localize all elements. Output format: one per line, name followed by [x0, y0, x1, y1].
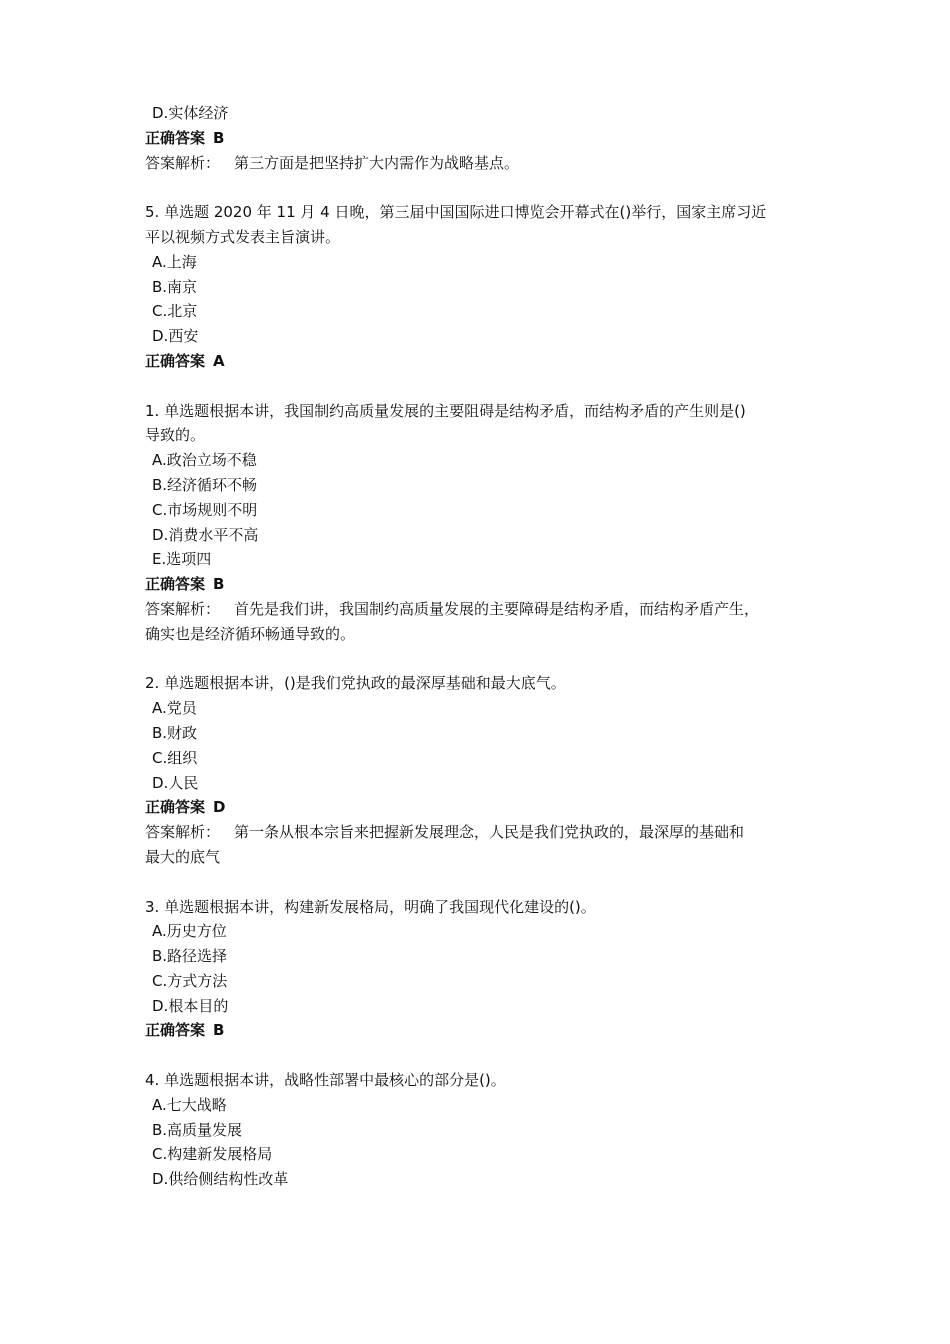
explanation-label: 答案解析：	[145, 153, 221, 172]
answer-value: B	[213, 575, 225, 594]
option: A.政治立场不稳	[152, 451, 257, 470]
question-stem-line: 4. 单选题根据本讲，战略性部署中最核心的部分是()。	[145, 1071, 506, 1090]
answer-explanation	[145, 597, 815, 647]
answer-label: 正确答案	[145, 575, 206, 594]
explanation-text: 确实也是经济循环畅通导致的。	[145, 624, 356, 643]
option: B.路径选择	[152, 947, 228, 966]
option: D.根本目的	[152, 996, 229, 1015]
option: A.党员	[152, 699, 197, 718]
answer-value: B	[213, 1021, 225, 1040]
spacer	[145, 1043, 815, 1068]
explanation-label: 答案解析：	[145, 823, 221, 842]
correct-answer	[145, 795, 815, 820]
document-page	[145, 101, 815, 1192]
question-stem-line: 2. 单选题根据本讲，()是我们党执政的最深厚基础和最大底气。	[145, 674, 566, 693]
option: C.北京	[152, 302, 198, 321]
question-block	[145, 895, 815, 1044]
correct-answer	[145, 126, 815, 151]
answer-label: 正确答案	[145, 1021, 206, 1040]
option: A.七大战略	[152, 1095, 227, 1114]
answer-explanation	[145, 151, 815, 176]
question-stem-line: 平以视频方式发表主旨演讲。	[145, 227, 341, 246]
option: D.消费水平不高	[152, 525, 259, 544]
correct-answer	[145, 349, 815, 374]
question-block	[145, 399, 815, 647]
spacer	[145, 175, 815, 200]
option: B.高质量发展	[152, 1120, 243, 1139]
option: B.南京	[152, 277, 198, 296]
spacer	[145, 870, 815, 895]
spacer	[145, 647, 815, 672]
explanation-text: 首先是我们讲，我国制约高质量发展的主要障碍是结构矛盾，而结构矛盾产生，	[234, 599, 760, 618]
option: D.西安	[152, 327, 199, 346]
question-stem-line: 1. 单选题根据本讲，我国制约高质量发展的主要阻碍是结构矛盾，而结构矛盾的产生则是()	[145, 401, 746, 420]
question-stem	[145, 200, 815, 250]
question-block	[145, 671, 815, 869]
question-list	[145, 175, 815, 1192]
answer-value: B	[213, 128, 225, 147]
option: A.上海	[152, 252, 197, 271]
option: E.选项四	[152, 550, 212, 569]
explanation-line	[145, 845, 815, 870]
option: B.财政	[152, 723, 198, 742]
answer-label: 正确答案	[145, 798, 206, 817]
explanation-line	[145, 597, 815, 622]
question-stem	[145, 895, 815, 920]
option: D.人民	[152, 773, 199, 792]
option: C.构建新发展格局	[152, 1145, 273, 1164]
answer-value: D	[213, 798, 226, 817]
option: C.方式方法	[152, 971, 228, 990]
answer-label: 正确答案	[145, 351, 206, 370]
explanation-line	[145, 820, 815, 845]
explanation-text: 第三方面是把坚持扩大内需作为战略基点。	[234, 153, 520, 172]
correct-answer	[145, 1018, 815, 1043]
option: A.历史方位	[152, 922, 227, 941]
question-stem-line: 5. 单选题 2020 年 11 月 4 日晚，第三届中国国际进口博览会开幕式在()举行，国家主席习近	[145, 203, 767, 222]
correct-answer	[145, 572, 815, 597]
question-stem-line: 导致的。	[145, 426, 206, 445]
answer-label: 正确答案	[145, 128, 206, 147]
option: D.实体经济	[152, 104, 229, 122]
explanation-text: 第一条从根本宗旨来把握新发展理念，人民是我们党执政的，最深厚的基础和	[234, 823, 745, 842]
question-stem	[145, 1068, 815, 1093]
option: C.组织	[152, 748, 198, 767]
option: C.市场规则不明	[152, 500, 258, 519]
option: D.供给侧结构性改革	[152, 1170, 289, 1189]
question-stem	[145, 671, 815, 696]
answer-explanation	[145, 820, 815, 870]
question-block	[145, 200, 815, 374]
explanation-label: 答案解析：	[145, 599, 221, 618]
explanation-line	[145, 622, 815, 647]
option: B.经济循环不畅	[152, 475, 258, 494]
question-stem	[145, 399, 815, 449]
answer-value: A	[213, 351, 225, 370]
question-stem-line: 3. 单选题根据本讲，构建新发展格局，明确了我国现代化建设的()。	[145, 897, 596, 916]
question-block	[145, 1068, 815, 1192]
explanation-text: 最大的底气	[145, 847, 221, 866]
spacer	[145, 374, 815, 399]
